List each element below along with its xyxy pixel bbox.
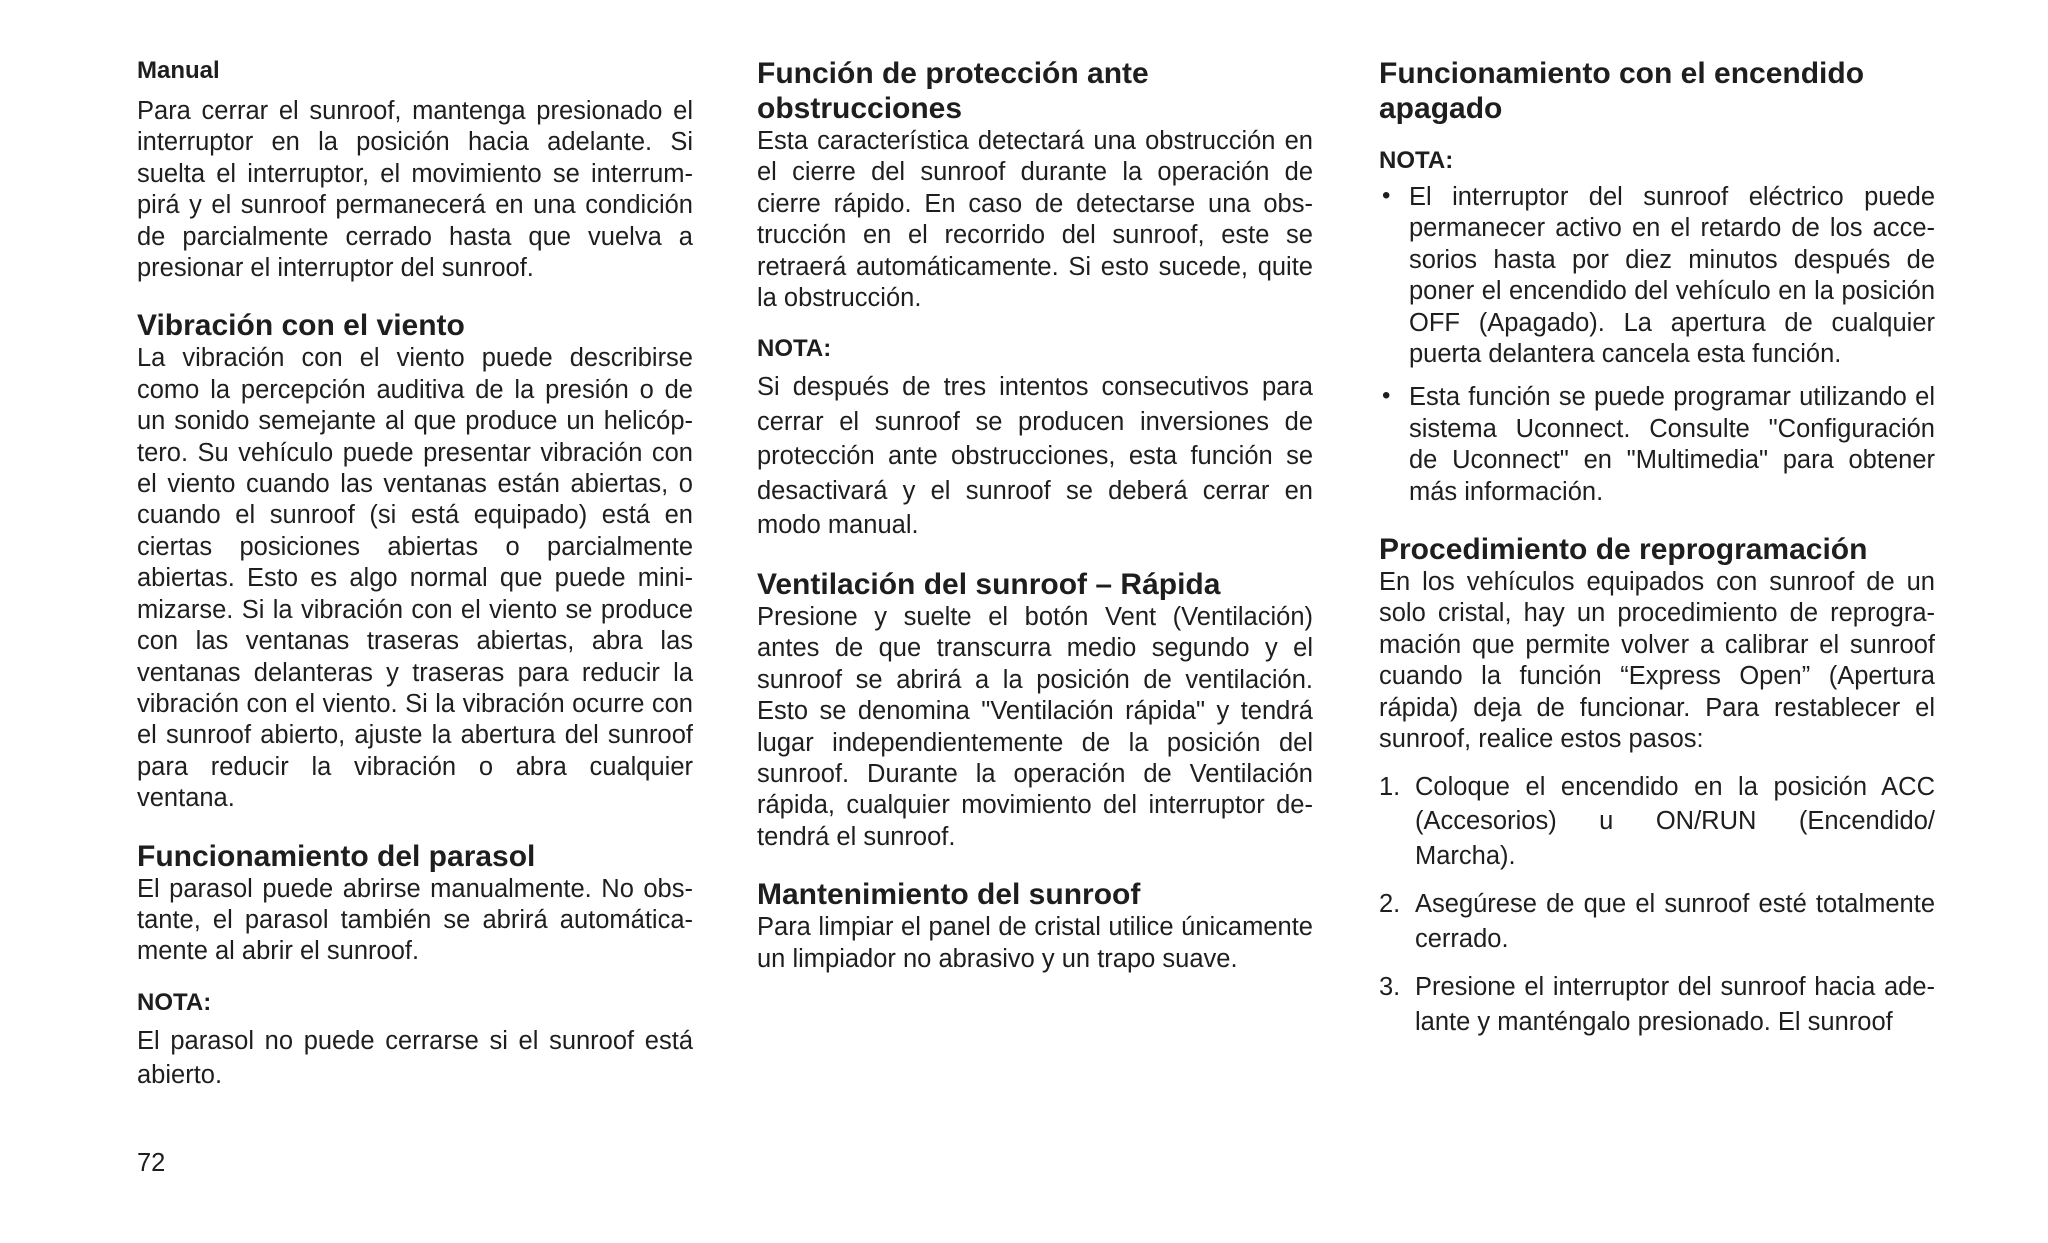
- column-left: [137, 56, 693, 1093]
- manual-paragraph: Para cerrar el sunroof, mantenga presionado el interruptor en la posición hacia adelante. Si suelta el interruptor, el movimiento se interrumpirá y el sunroof permanecerá en una condición de parcialmente cerrado hasta que vuelva a presionar el interruptor del sunroof.: [137, 97, 693, 283]
- bullet-text: El interruptor del sunroof eléctrico puede permanecer activo en el retardo de los accesorios hasta por diez minutos después de poner el encendido del vehículo en la posición OFF (Apagado). La apertura de cualquier puerta delantera cancela esta función.: [1409, 183, 1935, 369]
- column-right: [1379, 56, 1935, 1053]
- ventilacion-paragraph: Presione y suelte el botón Vent (Ventilación) antes de que transcurra medio segundo y el sunroof se abrirá a la posición de ventilación. Esto se denomina "Ventilación rápida" y tendrá lugar independientemente de la posición del sunroof. Durante la operación de Ventilación rápida, cualquier movimiento del interruptor detendrá el sunroof.: [757, 602, 1313, 851]
- step-number: 3.: [1379, 973, 1401, 1001]
- parasol-heading: Funcionamiento del parasol: [137, 839, 536, 873]
- step-text: Coloque el encendido en la posición ACC (Accesorios) u ON/RUN (Encendido/ Marcha).: [1415, 772, 1935, 870]
- parasol-paragraph: El parasol puede abrirse manualmente. No obstante, el parasol también se abrirá automáticamente al abrir el sunroof.: [137, 874, 693, 966]
- proteccion-heading: Función de protección ante obstrucciones: [757, 57, 1149, 125]
- list-item: [1379, 382, 1935, 508]
- list-item: [1379, 182, 1935, 370]
- bullet-icon: •: [1382, 382, 1391, 410]
- apagado-heading: Funcionamiento con el encendido apagado: [1379, 57, 1865, 125]
- bullet-text: Esta función se puede programar utilizando el sistema Uconnect. Consulte "Configuración de Uconnect" en "Multimedia" para obtener más información.: [1409, 383, 1935, 506]
- manual-heading: Manual: [137, 57, 220, 84]
- steps-list: [1379, 770, 1935, 1040]
- reprog-heading: Procedimiento de reprogramación: [1379, 533, 1868, 567]
- proteccion-paragraph: Esta característica detectará una obstrucción en el cierre del sunroof durante la operación de cierre rápido. En caso de detectarse una obstrucción en el recorrido del sunroof, este se retraerá automáticamente. Si esto sucede, quite la obstrucción.: [757, 127, 1313, 313]
- list-item: [1379, 887, 1935, 956]
- list-item: [1379, 970, 1935, 1039]
- mantenimiento-paragraph: Para limpiar el panel de cristal utilice únicamente un limpiador no abrasivo y un trapo suave.: [757, 913, 1313, 973]
- step-number: 2.: [1379, 890, 1401, 918]
- step-text: Presione el interruptor del sunroof hacia adelante y manténgalo presionado. El sunroof: [1415, 973, 1935, 1036]
- bullet-icon: •: [1382, 182, 1391, 209]
- mantenimiento-heading: Mantenimiento del sunroof: [757, 878, 1141, 912]
- column-middle: [757, 56, 1313, 975]
- ventilacion-heading: Ventilación del sunroof – Rápida: [757, 567, 1221, 601]
- step-number: 1.: [1379, 772, 1401, 801]
- vibracion-heading: Vibración con el viento: [137, 309, 465, 343]
- nota-label: NOTA:: [137, 988, 212, 1016]
- step-text: Asegúrese de que el sunroof esté totalmente cerrado.: [1415, 890, 1935, 953]
- page-number: 72: [137, 1149, 166, 1177]
- vibracion-paragraph: La vibración con el viento puede describirse como la percepción auditiva de la presión o de un sonido semejante al que produce un helicóptero. Su vehículo puede presentar vibración con el viento cuando las ventanas están abiertas, o cuando el sunroof (si está equipado) está en ciertas posiciones abiertas o parcialmente abiertas. Esto es algo normal que puede minimizarse. Si la vibración con el viento se produce con las ventanas traseras abiertas, abra las ventanas delanteras y traseras para reducir la vibración con el viento. Si la vibración ocurre con el sunroof abierto, ajuste la abertura del sunroof para reducir la vibración o abra cualquier ventana.: [137, 344, 693, 813]
- nota-paragraph: El parasol no puede cerrarse si el sunroof está abierto.: [137, 1026, 693, 1090]
- reprog-paragraph: En los vehículos equipados con sunroof de un solo cristal, hay un procedimiento de reprogramación que permite volver a calibrar el sunroof cuando la función “Express Open” (Apertura rápida) deja de funcionar. Para restablecer el sunroof, realice estos pasos:: [1379, 568, 1935, 754]
- nota-label: NOTA:: [757, 335, 832, 363]
- nota-bullet-list: [1379, 182, 1935, 508]
- list-item: [1379, 770, 1935, 874]
- nota-paragraph: Si después de tres intentos consecutivos para cerrar el sunroof se producen inversiones de protección ante obstrucciones, esta función se desactivará y el sunroof se deberá cerrar en modo manual.: [757, 373, 1313, 540]
- nota-label: NOTA:: [1379, 147, 1454, 174]
